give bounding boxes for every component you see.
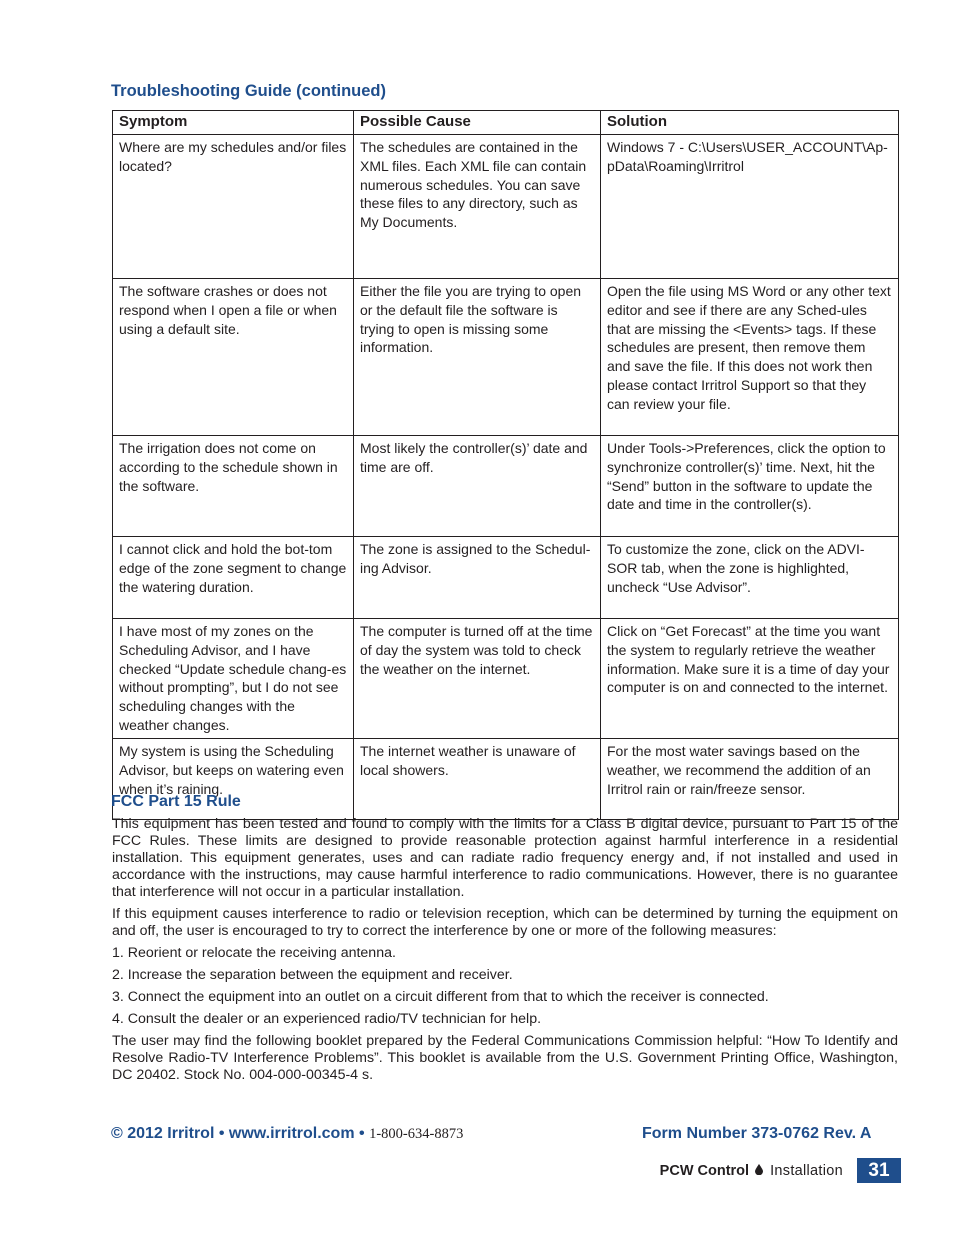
solution-cell: Under Tools->Preferences, click the option to synchronize controller(s)’ time. Next, hit the “Send” button in the software to update the date and time in the controller(s). [601,436,899,537]
table-row [113,537,899,619]
table-row [113,619,899,739]
header-possible-cause: Possible Cause [354,111,601,135]
footer-contact [111,1125,463,1143]
symptom-cell: Where are my schedules and/or files located? [113,135,354,279]
bullet-separator: • [359,1125,365,1142]
symptom-cell: The software crashes or does not respond when I open a file or when using a default site. [113,279,354,436]
copyright: © 2012 Irritrol [111,1125,215,1142]
troubleshooting-table [112,110,899,820]
cause-cell: Either the file you are trying to open or the default file the software is trying to open is missing some information. [354,279,601,436]
fcc-measure: 1. Reorient or relocate the receiving antenna. [112,944,396,961]
fcc-measure: 3. Connect the equipment into an outlet on a circuit different from that to which the receiver is connected. [112,988,769,1005]
water-drop-icon [755,1163,763,1179]
product-name: PCW Control [659,1162,750,1179]
solution-cell: For the most water savings based on the weather, we recommend the addition of an Irritrol rain or rain/freeze sensor. [601,739,899,820]
table-row [113,279,899,436]
cause-cell: The computer is turned off at the time of day the system was told to check the weather on the internet. [354,619,601,739]
fcc-measure: 2. Increase the separation between the equipment and receiver. [112,966,513,983]
symptom-cell: I have most of my zones on the Scheduling Advisor, and I have checked “Update schedule chang-es without prompting”, but I do not see scheduling changes with the weather changes. [113,619,354,739]
solution-cell: To customize the zone, click on the ADVI-SOR tab, when the zone is highlighted, uncheck “Use Advisor”. [601,537,899,619]
page-footer [660,1158,901,1183]
symptom-cell: My system is using the Scheduling Advisor, but keeps on watering even when it’s raining. [113,739,354,820]
symptom-cell: The irrigation does not come on according to the schedule shown in the software. [113,436,354,537]
solution-cell: Open the file using MS Word or any other text editor and see if there are any Sched-ules that are missing the <Events> tags. If these schedules are present, then remove them and save the file. If this does not work then please contact Irritrol Support so that they can review your file. [601,279,899,436]
fcc-paragraph: This equipment has been tested and found to comply with the limits for a Class B digital device, pursuant to Part 15 of the FCC Rules. These limits are designed to provide reasonable protection against harmful interference in a residential installation. This equipment generates, uses and can radiate radio frequency energy and, if not installed and used in accordance with the instructions, may cause harmful interference to radio communications. However, there is no guarantee that interference will not occur in a particular installation. [112,816,898,901]
fcc-body [112,816,898,1089]
header-solution: Solution [601,111,899,135]
table-row [113,436,899,537]
section-heading: Troubleshooting Guide (continued) [111,82,386,100]
section-name: Installation [770,1162,843,1179]
cause-cell: The schedules are contained in the XML files. Each XML file can contain numerous schedules. You can save these files to any directory, such as My Documents. [354,135,601,279]
fcc-paragraph: The user may find the following booklet prepared by the Federal Communications Commission helpful: “How To Identify and Resolve Radio-TV Interference Problems”. This booklet is available from the U.S. Government Printing Office, Washington, DC 20402. Stock No. 004-000-00345-4 s. [112,1033,898,1084]
cause-cell: The zone is assigned to the Schedul-ing Advisor. [354,537,601,619]
fcc-paragraph: If this equipment causes interference to radio or television reception, which can be determined by turning the equipment on and off, the user is encouraged to try to correct the interference by one or more of the following measures: [112,905,898,940]
solution-cell: Windows 7 - C:\Users\USER_ACCOUNT\Ap-pData\Roaming\Irritrol [601,135,899,279]
symptom-cell: I cannot click and hold the bot-tom edge of the zone segment to change the watering duration. [113,537,354,619]
table-header-row [113,111,899,135]
header-symptom: Symptom [113,111,354,135]
form-number: Form Number 373-0762 Rev. A [642,1125,872,1142]
cause-cell: Most likely the controller(s)’ date and time are off. [354,436,601,537]
cause-cell: The internet weather is unaware of local showers. [354,739,601,820]
phone-number: 1-800-634-8873 [369,1126,464,1142]
fcc-title: FCC Part 15 Rule [111,793,241,810]
bullet-separator: • [218,1125,225,1142]
solution-cell: Click on “Get Forecast” at the time you want the system to regularly retrieve the weather information. Make sure it is a time of day your computer is on and connected to the internet. [601,619,899,739]
website-link[interactable]: www.irritrol.com [228,1125,355,1142]
table-row [113,135,899,279]
page-number: 31 [857,1158,901,1183]
fcc-measure: 4. Consult the dealer or an experienced radio/TV technician for help. [112,1010,542,1027]
